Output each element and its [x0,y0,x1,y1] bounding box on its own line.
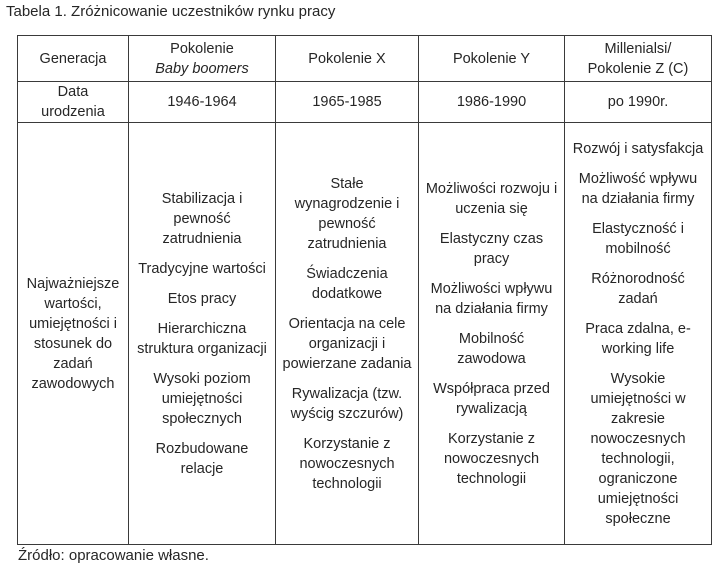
list-item: Świadczenia dodatkowe [306,265,388,302]
list-item: Etos pracy [167,290,237,307]
list-item: Praca zdalna, e-working life [585,320,691,357]
list-item: Mobilność zawodowa [457,330,526,367]
list-item: Współpraca przed rywalizacją [433,380,550,417]
values-baby-boomers [129,123,276,545]
header-generation-y: Pokolenie Y [419,36,565,82]
list-item: Rywalizacja (tzw. wyścig szczurów) [290,385,404,422]
values-generation-x [276,123,419,545]
list-item: Orientacja na cele organizacji i powierzane zadania [282,315,412,372]
list-item: Elastyczność i mobilność [592,220,684,257]
list-item: Korzystanie z nowoczesnych technologii [443,430,540,487]
header-row [18,36,712,82]
birth-date-generation-y: 1986-1990 [419,82,565,123]
list-item: Możliwość wpływu na działania firmy [578,170,698,207]
header-baby-boomers-line2: Baby boomers [155,60,249,77]
header-millennials-z-line1: Millenialsi/ [604,40,672,57]
birth-date-generation-x: 1965-1985 [276,82,419,123]
generations-table [17,35,712,545]
list-item: Rozbudowane relacje [155,440,249,477]
header-millennials-z [565,36,712,82]
list-item: Stałe wynagrodzenie i pewność zatrudnienia [294,175,400,252]
values-row [18,123,712,545]
list-item: Tradycyjne wartości [138,260,266,277]
values-generation-y [419,123,565,545]
list-item: Hierarchiczna struktura organizacji [137,320,267,357]
header-generation-x: Pokolenie X [276,36,419,82]
birth-date-millennials-z: po 1990r. [565,82,712,123]
header-baby-boomers-line1: Pokolenie [170,40,234,57]
list-item: Elastyczny czas pracy [439,230,544,267]
birth-date-baby-boomers: 1946-1964 [129,82,276,123]
header-baby-boomers [129,36,276,82]
source-note: Źródło: opracowanie własne. [18,547,209,564]
list-item: Wysoki poziom umiejętności społecznych [153,370,251,427]
header-millennials-z-line2: Pokolenie Z (C) [587,60,689,77]
birth-date-row [18,82,712,123]
values-label: Najważniejsze wartości, umiejętności i stosunek do zadań zawodowych [18,123,129,545]
list-item: Różnorodność zadań [591,270,685,307]
header-generation: Generacja [18,36,129,82]
list-item: Rozwój i satysfakcja [572,140,704,157]
list-item: Korzystanie z nowoczesnych technologii [299,435,395,492]
list-item: Możliwości wpływu na działania firmy [430,280,553,317]
list-item: Wysokie umiejętności w zakresie nowoczesnych technologii, ograniczone umiejętności społeczne [590,370,686,527]
table-caption: Tabela 1. Zróżnicowanie uczestników rynku pracy [6,3,336,20]
birth-date-label: Data urodzenia [18,82,129,123]
values-millennials-z [565,123,712,545]
list-item: Stabilizacja i pewność zatrudnienia [161,190,243,247]
list-item: Możliwości rozwoju i uczenia się [425,180,558,217]
